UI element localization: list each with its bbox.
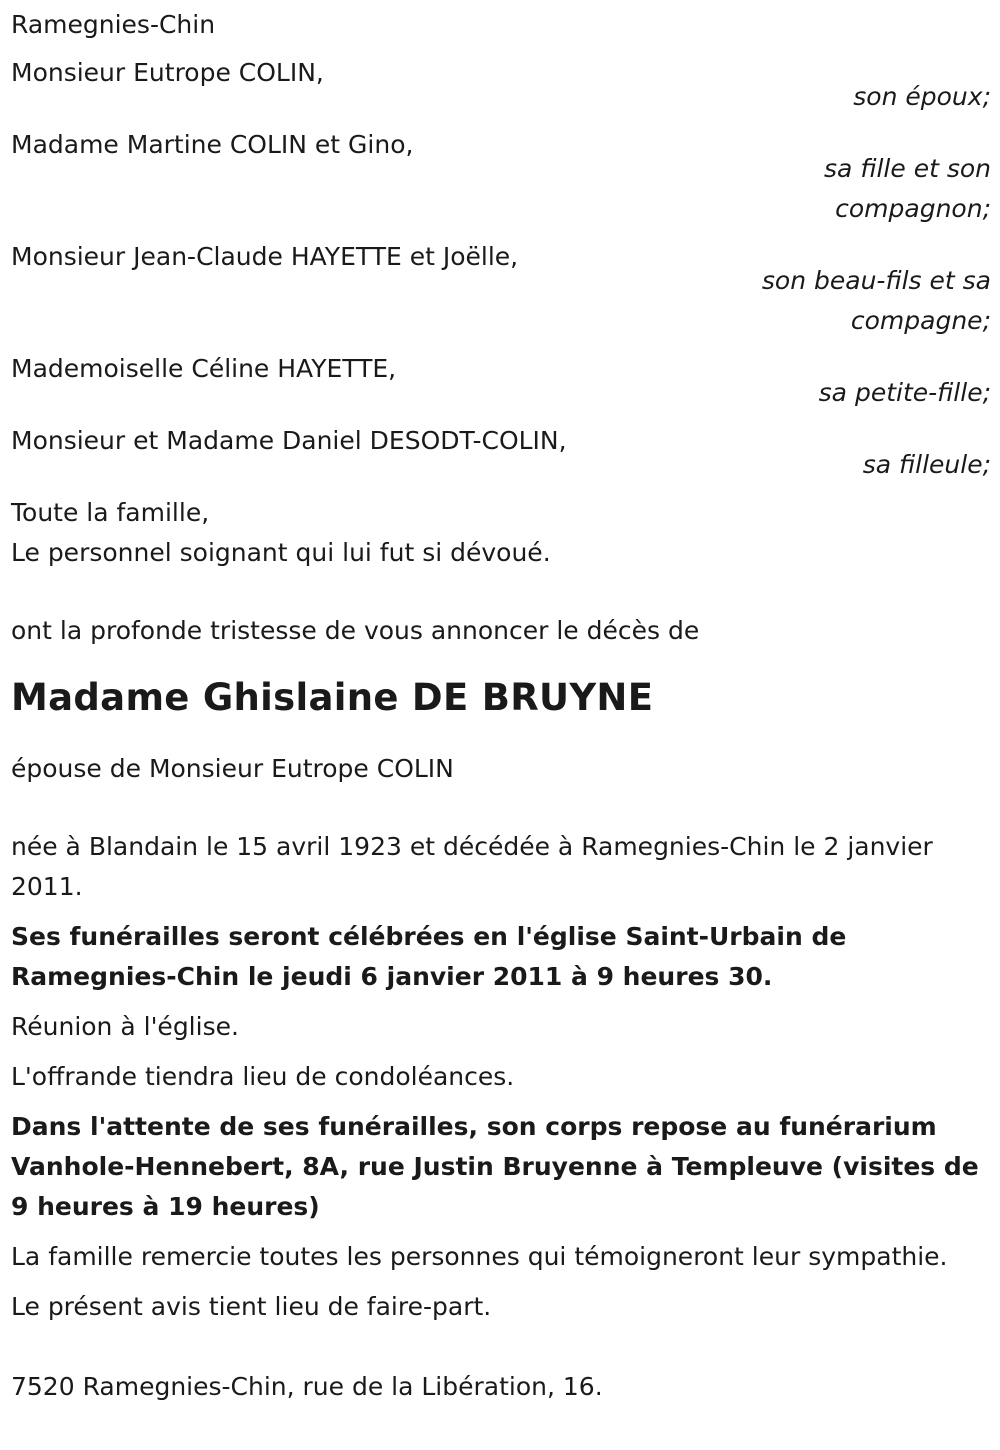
mourner-name: Madame Martine COLIN et Gino,: [11, 130, 414, 159]
viewing-info: Dans l'attente de ses funérailles, son corps repose au funérarium Vanhole-Hennebert, 8A, rue Justin Bruyenne à Templeuve (visites de 9 heures à 19 heures): [11, 1112, 979, 1221]
mourner-relation: sa filleule;: [862, 450, 991, 479]
meeting-info: Réunion à l'église.: [11, 1012, 239, 1041]
mourner-relation: son époux;: [853, 82, 991, 111]
spouse-line: épouse de Monsieur Eutrope COLIN: [11, 754, 454, 783]
mourner-entry: [11, 349, 991, 413]
mourner-name: Monsieur et Madame Daniel DESODT-COLIN,: [11, 426, 567, 455]
announcement-text: ont la profonde tristesse de vous annoncer le décès de: [11, 616, 700, 645]
mourner-entry: [11, 237, 991, 341]
mourner-entry: [11, 53, 991, 117]
funeral-info: Ses funérailles seront célébrées en l'église Saint-Urbain de Ramegnies-Chin le jeudi 6 janvier 2011 à 9 heures 30.: [11, 922, 847, 991]
deceased-name: Madame Ghislaine DE BRUYNE: [11, 676, 654, 719]
birth-death-dates: née à Blandain le 15 avril 1923 et décédée à Ramegnies-Chin le 2 janvier 2011.: [11, 832, 933, 901]
mourner-relation: sa petite-fille;: [818, 378, 991, 407]
mourner-name: Monsieur Eutrope COLIN,: [11, 58, 324, 87]
mourner-relation: son beau-fils et sa compagne;: [761, 266, 991, 335]
notice-text: Le présent avis tient lieu de faire-part.: [11, 1292, 492, 1321]
mourner-entry: [11, 421, 991, 485]
location-heading: Ramegnies-Chin: [11, 10, 216, 39]
mourner-name: Mademoiselle Céline HAYETTE,: [11, 354, 397, 383]
mourner-name: Monsieur Jean-Claude HAYETTE et Joëlle,: [11, 242, 519, 271]
obituary-notice: [11, 5, 991, 1407]
thanks-text: La famille remercie toutes les personnes qui témoigneront leur sympathie.: [11, 1242, 948, 1271]
family-address: 7520 Ramegnies-Chin, rue de la Libération, 16.: [11, 1372, 603, 1401]
staff-line: Le personnel soignant qui lui fut si dévoué.: [11, 538, 551, 567]
offering-info: L'offrande tiendra lieu de condoléances.: [11, 1062, 515, 1091]
mourner-entry: [11, 125, 991, 229]
family-line: Toute la famille,: [11, 498, 210, 527]
mourner-relation: sa fille et son compagnon;: [824, 154, 991, 223]
